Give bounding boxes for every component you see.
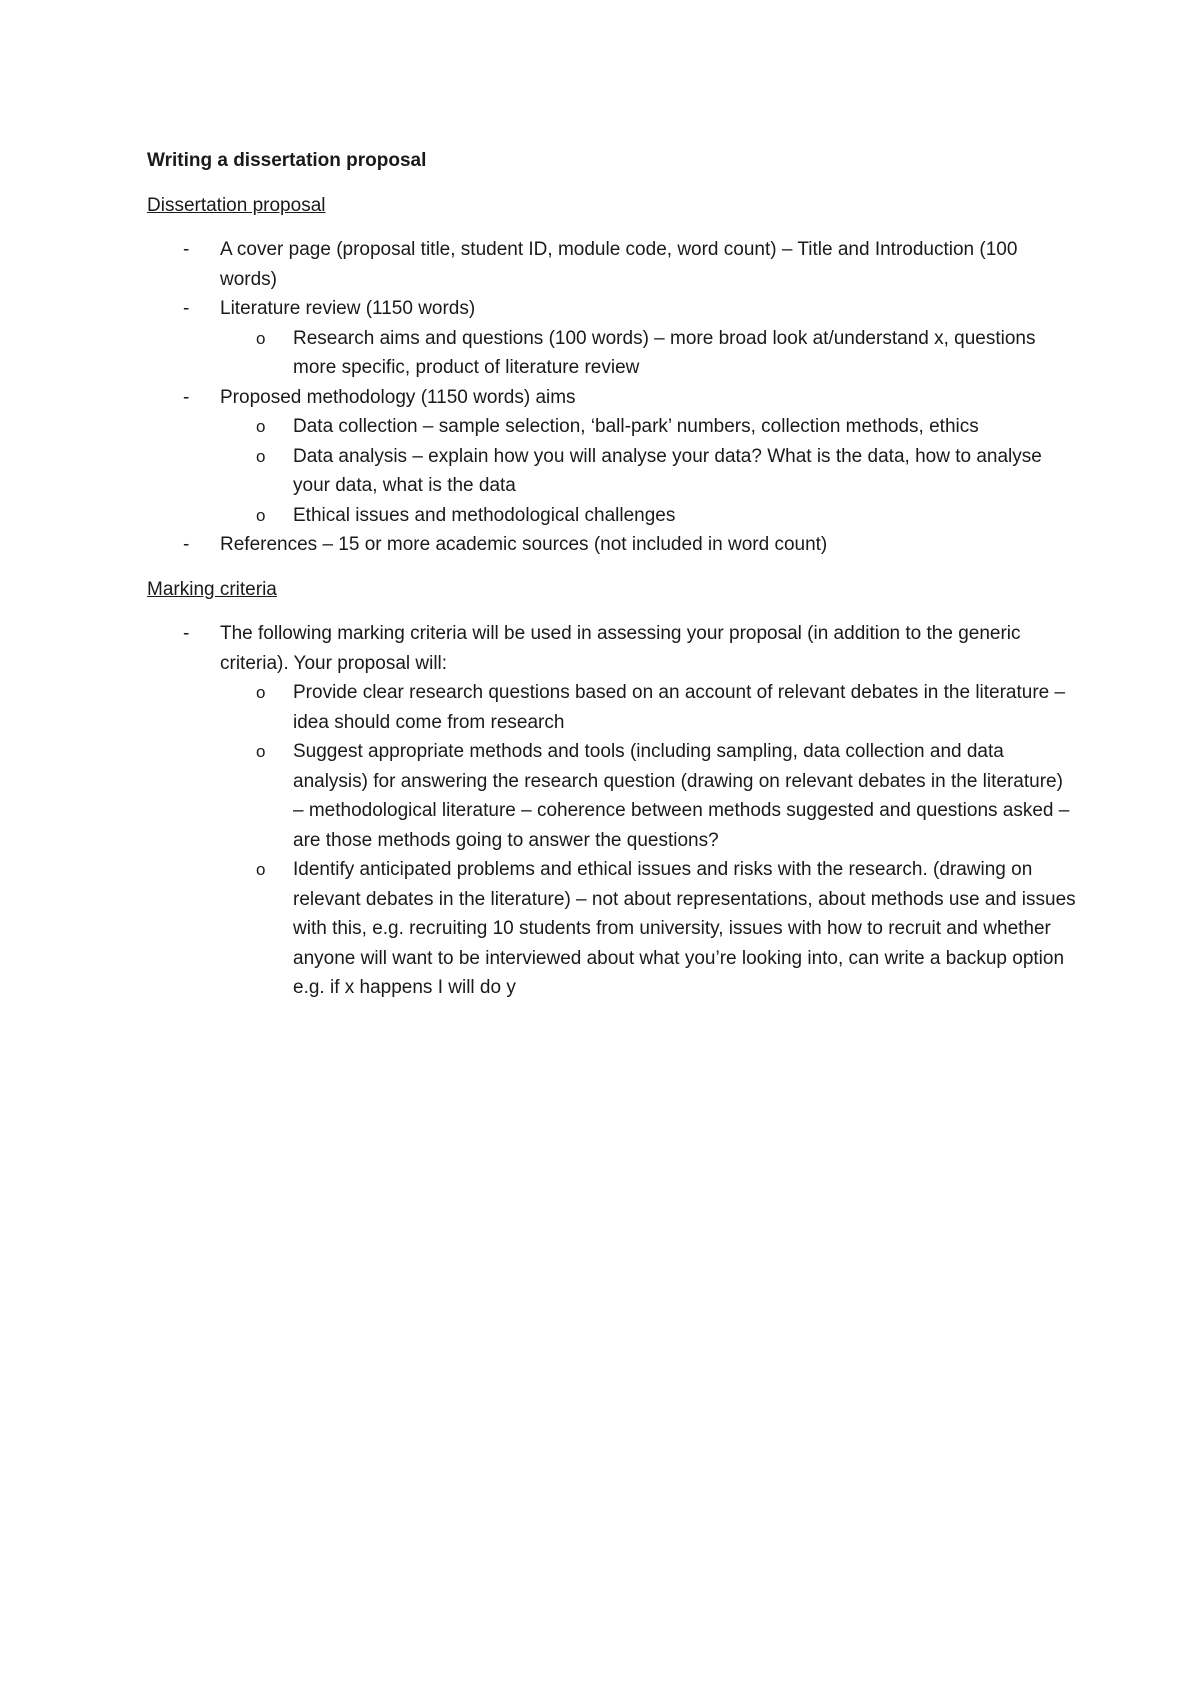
circle-bullet: o <box>256 742 266 761</box>
dash-bullet: - <box>183 386 190 408</box>
circle-bullet: o <box>256 417 266 436</box>
section-heading-marking-criteria: Marking criteria <box>147 578 277 600</box>
list-item-text: Literature review (1150 words) <box>220 298 476 319</box>
list-item-text: The following marking criteria will be used in assessing your proposal (in addition to the generic criteria). Your proposal will: <box>220 623 1021 674</box>
dash-bullet: - <box>183 239 190 260</box>
sub-list-item <box>220 737 1077 855</box>
list-item-text: References – 15 or more academic sources (not included in word count) <box>220 534 828 555</box>
sub-list <box>220 412 1077 530</box>
sub-list <box>220 324 1077 383</box>
sub-list-item-text: Provide clear research questions based on an account of relevant debates in the literature – idea should come from research <box>293 682 1066 733</box>
list-item-text: Proposed methodology (1150 words) aims <box>220 386 576 408</box>
dash-bullet: - <box>183 298 190 319</box>
sub-list-item <box>220 442 1077 501</box>
sub-list-item-text: Data collection – sample selection, ‘ball-park’ numbers, collection methods, ethics <box>293 416 979 437</box>
sub-list-item-text: Research aims and questions (100 words) – more broad look at/understand x, questions more specific, product of literature review <box>293 327 1036 378</box>
sub-list-item-text: Suggest appropriate methods and tools (including sampling, data collection and data analysis) for answering the research question (drawing on relevant debates in the literature) – methodological literature – coherence between methods suggested and questions asked – are those methods going to answer the questions? <box>293 741 1070 851</box>
circle-bullet: o <box>256 683 266 702</box>
dissertation-proposal-list <box>147 235 1077 560</box>
circle-bullet: o <box>256 328 266 348</box>
sub-list-item-text: Ethical issues and methodological challenges <box>293 504 676 526</box>
list-item <box>147 619 1077 1003</box>
section-heading-dissertation-proposal: Dissertation proposal <box>147 194 326 216</box>
sub-list-item <box>220 324 1077 383</box>
sub-list <box>220 678 1077 1003</box>
list-item-text: A cover page (proposal title, student ID, module code, word count) – Title and Introduction (100 words) <box>220 239 1018 290</box>
circle-bullet: o <box>256 505 266 525</box>
sub-list-item <box>220 678 1077 737</box>
sub-list-item-text: Data analysis – explain how you will analyse your data? What is the data, how to analyse your data, what is the data <box>293 445 1042 496</box>
dash-bullet: - <box>183 623 190 644</box>
dash-bullet: - <box>183 534 190 555</box>
sub-list-item-text: Identify anticipated problems and ethical issues and risks with the research. (drawing on relevant debates in the literature) – not about representations, about methods use and issues with this, e.g. recruiting 10 students from university, issues with how to recruit and whether anyone will want to be interviewed about what you’re looking into, can write a backup option e.g. if x happens I will do y <box>293 859 1076 998</box>
document-content <box>147 146 1077 1018</box>
list-item <box>147 294 1077 383</box>
marking-criteria-list <box>147 619 1077 1003</box>
circle-bullet: o <box>256 446 266 466</box>
sub-list-item <box>220 412 1077 442</box>
sub-list-item <box>220 855 1077 1003</box>
circle-bullet: o <box>256 860 266 879</box>
sub-list-item <box>220 501 1077 531</box>
list-item <box>147 235 1077 294</box>
list-item <box>147 530 1077 560</box>
document-title: Writing a dissertation proposal <box>147 150 427 171</box>
list-item <box>147 383 1077 531</box>
